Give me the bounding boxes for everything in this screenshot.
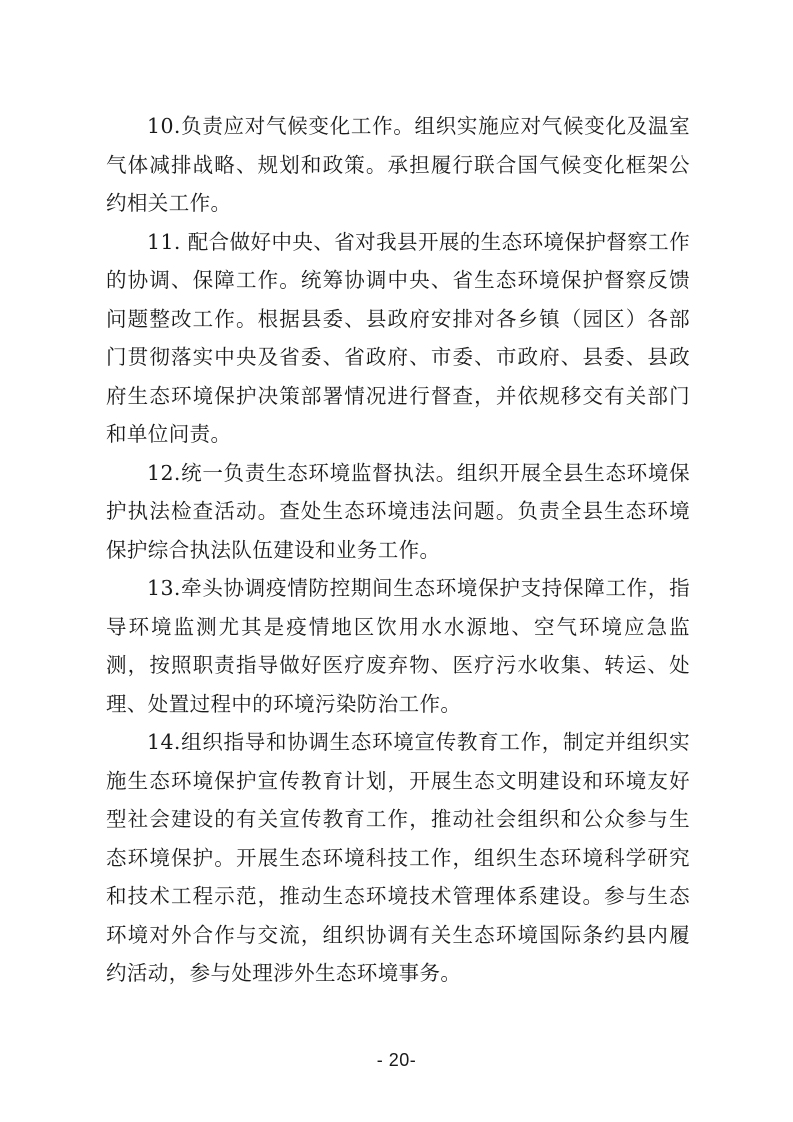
paragraph-item-11: 11. 配合做好中央、省对我县开展的生态环境保护督察工作的协调、保障工作。统筹协调中央、省生态环境保护督察反馈问题整改工作。根据县委、县政府安排对各乡镇（园区）各部门贯彻落实中央及省委、省政府、市委、市政府、县委、县政府生态环境保护决策部署情况进行督查，并依规移交有关部门和单位问责。 <box>106 229 690 446</box>
paragraph-item-12: 12.统一负责生态环境监督执法。组织开展全县生态环境保护执法检查活动。查处生态环境违法问题。负责全县生态环境保护综合执法队伍建设和业务工作。 <box>106 460 690 562</box>
document-body <box>106 107 690 993</box>
paragraph-item-14: 14.组织指导和协调生态环境宣传教育工作，制定并组织实施生态环境保护宣传教育计划，开展生态文明建设和环境友好型社会建设的有关宣传教育工作，推动社会组织和公众参与生态环境保护。开展生态环境科技工作，组织生态环境科学研究和技术工程示范，推动生态环境技术管理体系建设。参与生态环境对外合作与交流，组织协调有关生态环境国际条约县内履约活动，参与处理涉外生态环境事务。 <box>106 730 690 985</box>
paragraph-item-10: 10.负责应对气候变化工作。组织实施应对气候变化及温室气体减排战略、规划和政策。承担履行联合国气候变化框架公约相关工作。 <box>106 114 690 215</box>
page-number: - 20- <box>376 1050 417 1070</box>
paragraph-item-13: 13.牵头协调疫情防控期间生态环境保护支持保障工作，指导环境监测尤其是疫情地区饮用水水源地、空气环境应急监测，按照职责指导做好医疗废弃物、医疗污水收集、转运、处理、处置过程中的环境污染防治工作。 <box>106 576 690 716</box>
